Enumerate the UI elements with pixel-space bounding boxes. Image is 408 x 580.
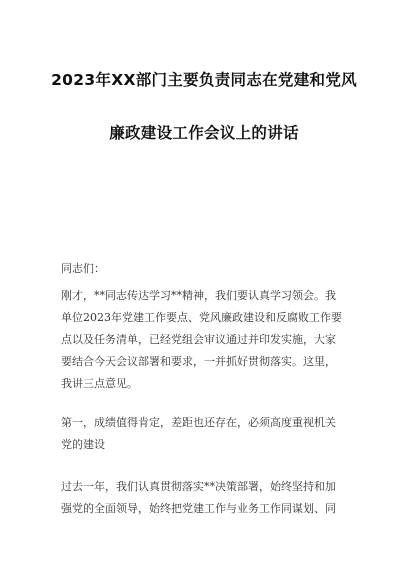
paragraph-line: 过去一年，我们认真贯彻落实**决策部署，始终坚持和加 [61, 480, 336, 493]
paragraph-opening [61, 285, 342, 395]
salutation [61, 258, 105, 280]
section-heading-line: 第一，成绩值得肯定，差距也还存在，必须高度重视机关 [61, 416, 336, 429]
paragraph-line: 强党的全面领导，始终把党建工作与业务工作同谋划、同 [61, 502, 336, 515]
document-title-line-1: 2023年XX部门主要负责同志在党建和党风 [51, 71, 357, 89]
salutation-text: 同志们： [61, 262, 105, 275]
document-title-line-2: 廉政建设工作会议上的讲话 [109, 124, 299, 142]
paragraph-line: 点以及任务清单，已经党组会审议通过并印发实施，大家 [61, 333, 336, 346]
paragraph-line: 我讲三点意见。 [61, 377, 138, 390]
paragraph-section-1-body [61, 476, 336, 520]
section-heading-1 [61, 412, 336, 456]
section-heading-line: 党的建设 [61, 438, 105, 451]
paragraph-line: 要结合今天会议部署和要求，一并抓好贯彻落实。这里， [61, 355, 336, 368]
paragraph-line: 单位2023年党建工作要点、党风廉政建设和反腐败工作要 [61, 311, 342, 324]
paragraph-line: 刚才，**同志传达学习**精神，我们要认真学习领会。我 [61, 289, 336, 302]
